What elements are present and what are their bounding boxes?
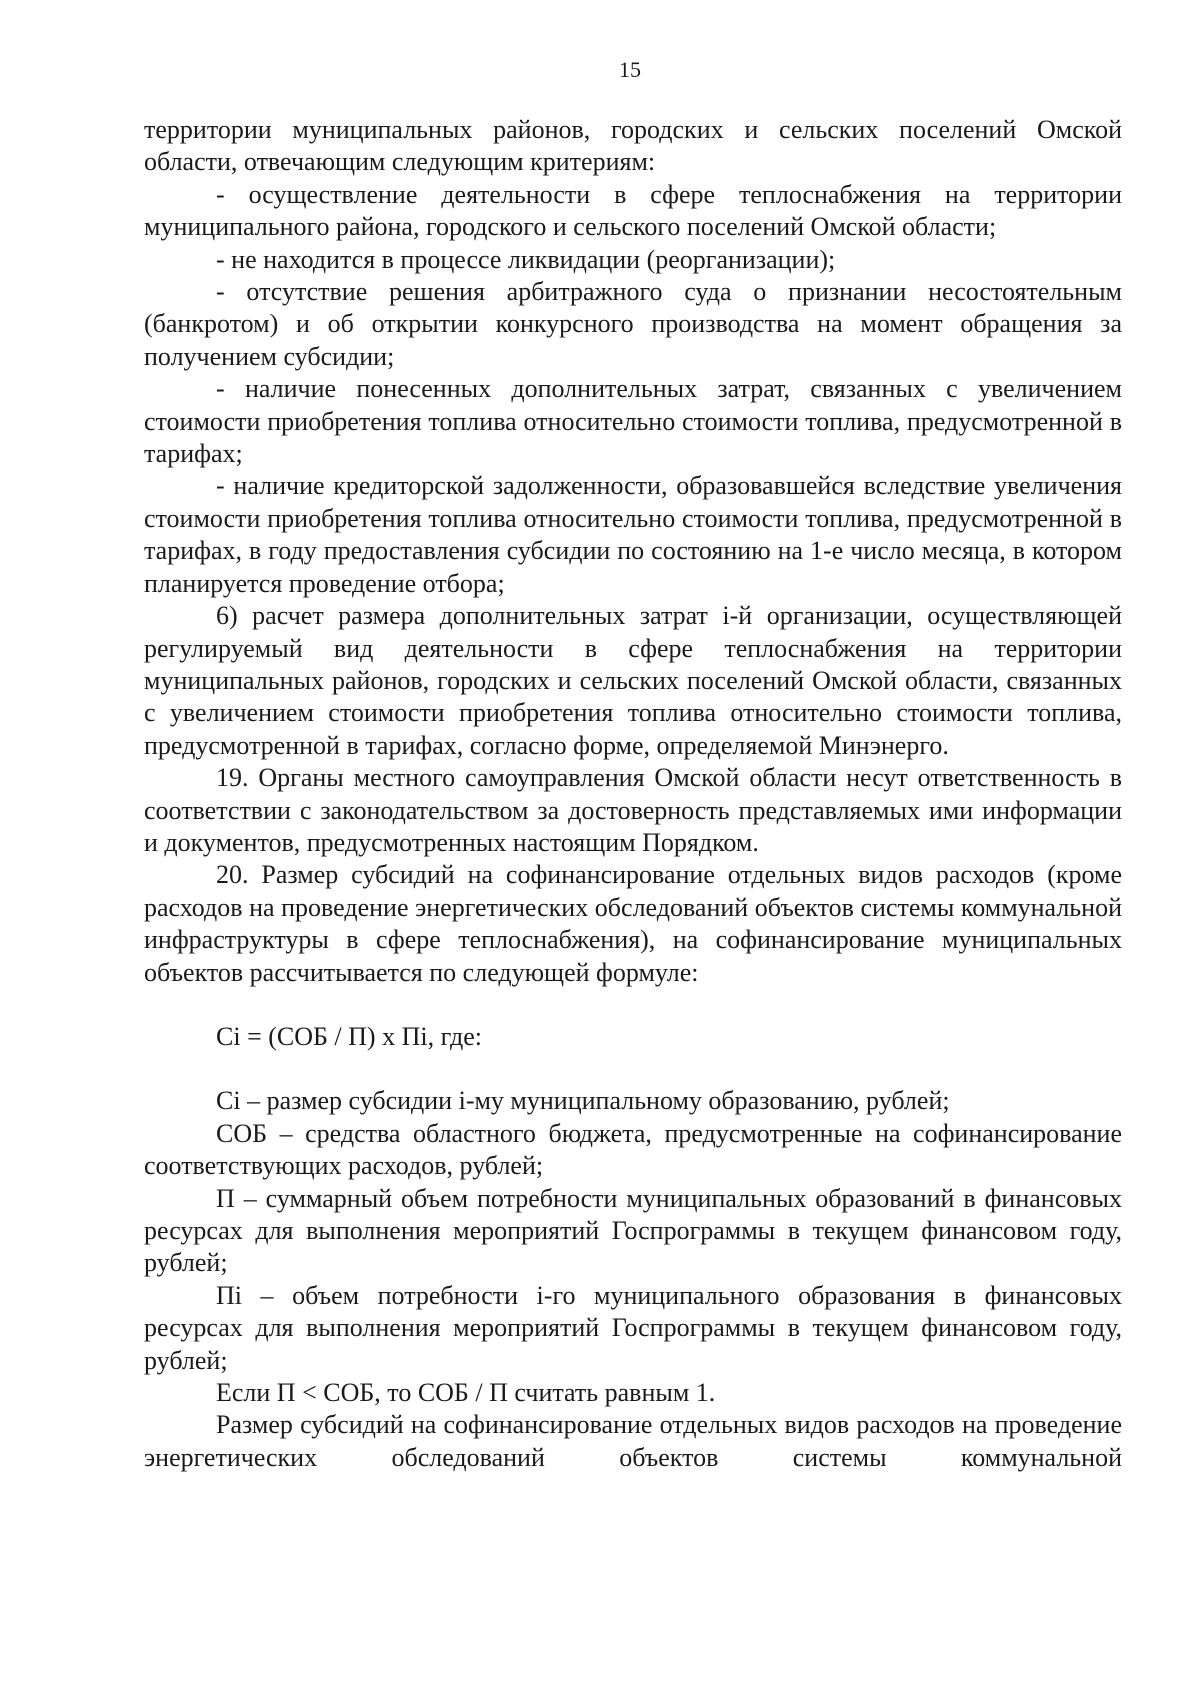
paragraph-def-p: П – суммарный объем потребности муниципальных образований в финансовых ресурсах для выполнения мероприятий Госпрограммы в текущем финансовом году, рублей;: [144, 1183, 1122, 1278]
paragraph-clause-20: 20. Размер субсидий на софинансирование отдельных видов расходов (кроме расходов на проведение энергетических обследований объектов системы коммунальной инфраструктуры в сфере теплоснабжения), на софинансирование муниципальных объектов рассчитывается по следующей формуле:: [144, 860, 1122, 987]
paragraph-item-6-calculation: 6) расчет размера дополнительных затрат i-й организации, осуществляющей регулируемый вид деятельности в сфере теплоснабжения на территории муниципальных районов, городских и сельских поселений Омской области, связанных с увеличением стоимости приобретения топлива относительно стоимости топлива, предусмотренной в тарифах, согласно форме, определяемой Минэнерго.: [144, 601, 1122, 760]
paragraph-criterion-no-bankruptcy: - отсутствие решения арбитражного суда о признании несостоятельным (банкротом) и об открытии конкурсного производства на момент обращения за получением субсидии;: [144, 277, 1122, 371]
paragraph-recipients-intro: территории муниципальных районов, городских и сельских поселений Омской области, отвечающим следующим критериям:: [144, 115, 1122, 177]
paragraph-energy-survey-subsidy: Размер субсидий на софинансирование отдельных видов расходов на проведение энергетических обследований объектов системы коммунальной: [144, 1410, 1122, 1472]
formula-subsidy: Ci = (СОБ / П) x Пi, где:: [216, 1021, 482, 1051]
document-body: [144, 114, 1122, 1474]
paragraph-def-ci: Ci – размер субсидии i-му муниципальному образованию, рублей;: [216, 1086, 950, 1116]
paragraph-criterion-debt: - наличие кредиторской задолженности, образовавшейся вследствие увеличения стоимости приобретения топлива относительно стоимости топлива, предусмотренной в тарифах, в году предоставления субсидии по состоянию на 1-е число месяца, в котором планируется проведение отбора;: [144, 471, 1122, 598]
paragraph-def-sob: СОБ – средства областного бюджета, предусмотренные на софинансирование соответствующих расходов, рублей;: [144, 1118, 1122, 1181]
paragraph-criterion-additional-costs: - наличие понесенных дополнительных затрат, связанных с увеличением стоимости приобретения топлива относительно стоимости топлива, предусмотренной в тарифах;: [144, 374, 1122, 469]
paragraph-def-pi: Пi – объем потребности i-го муниципального образования в финансовых ресурсах для выполнения мероприятий Госпрограммы в текущем финансовом году, рублей;: [144, 1280, 1122, 1375]
paragraph-criterion-no-liquidation: - не находится в процессе ликвидации (реорганизации);: [216, 244, 836, 274]
paragraph-condition: Если П < СОБ, то СОБ / П считать равным 1.: [216, 1378, 716, 1408]
paragraph-criterion-heat-supply: - осуществление деятельности в сфере теплоснабжения на территории муниципального района, городского и сельского поселений Омской области;: [144, 179, 1122, 242]
page-number: 15: [619, 57, 641, 82]
paragraph-clause-19: 19. Органы местного самоуправления Омской области несут ответственность в соответствии с законодательством за достоверность представляемых ими информации и документов, предусмотренных настоящим Порядком.: [144, 763, 1122, 857]
